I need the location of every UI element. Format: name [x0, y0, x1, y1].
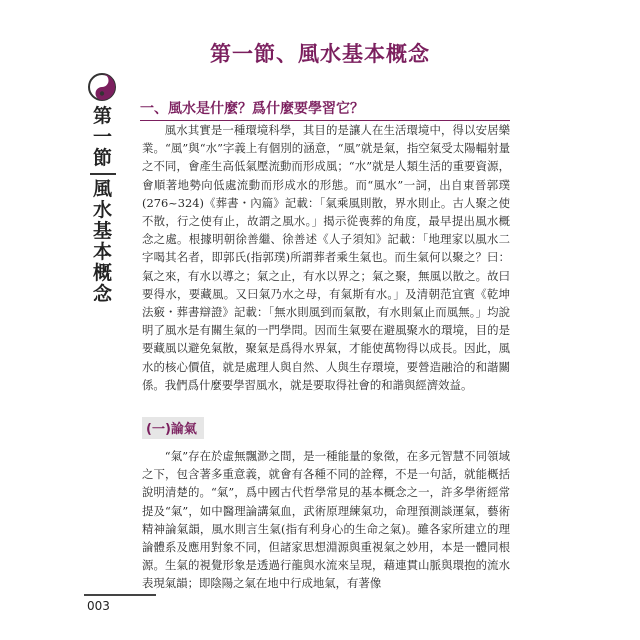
side-label-top: 第一節 — [93, 105, 113, 169]
page-number-rule — [84, 594, 156, 596]
page-number: 003 — [87, 599, 110, 613]
paragraph-1: 風水其實是一種環境科學，其目的是讓人在生活環境中，得以安居樂業。“風”與“水”字義上有個別的涵意，“風”就是氣，指空氣受太陽輻射量之不同，會產生高低氣壓流動而形成風；“水”就是人類生活的重要資源，會順著地勢向低處流動而形成水的形態。而“風水”一詞，出自東晉郭璞(276~324)《葬書・內篇》記載：「氣乘風則散，界水則止。古人聚之使不散，行之使有止，故謂之風水。」揭示從喪葬的角度，最早提出風水概念之處。根據明朝徐善繼、徐善述《人子須知》記載：「地理家以風水二字喝其名者，即郭氏(指郭璞)所謂葬者乘生氣也。而生氣何以聚之？曰：氣之來，有水以導之；氣之止，有水以界之；氣之聚，無風以散之。故曰要得水，要藏風。又曰氣乃水之母，有氣斯有水。」及清朝范宜賓《乾坤法竅・葬書辯證》記載：「無水則風到而氣散，有水則氣止而風無。」均說明了風水是有關生氣的一門學問。因而生氣要在避風聚水的環境，目的是要藏風以避免氣散，聚氣是爲得水界氣，才能使萬物得以成長。因此，風水的核心價值，就是處理人與自然、人與生存環境，要營造融洽的和諧關係。我們爲什麼要學習風水，就是要取得社會的和諧與經濟效益。 — [142, 123, 510, 392]
swirl-logo-icon — [87, 72, 117, 102]
chapter-title: 第一節、風水基本概念 — [210, 42, 430, 66]
section-heading: 一、風水是什麼？爲什麼要學習它？ — [140, 101, 364, 117]
side-divider — [90, 173, 116, 175]
side-tab — [84, 72, 120, 305]
paragraph-2: “氣”存在於虛無飄渺之間，是一種能量的象徵，在多元智慧不同領域之下，包含著多重意義，就會有各種不同的詮釋，不是一句話，就能概括說明清楚的。“氣”，爲中國古代哲學常見的基本概念之一，許多學術經常提及“氣”，如中醫理論講氣血，武術原理練氣功，命理預測談運氣，藝術精神論氣韻，風水則言生氣(指有利身心的生命之氣)。雖各家所建立的理論體系及應用對象不同，但諸家思想淵源與重視氣之妙用，本是一體同根源。生氣的視覺形象是透過行龍與水流來呈現，藉連貫山脈與環抱的流水表現氣韻；即陰陽之氣在地中行成地氣，有著像 — [142, 449, 510, 591]
subsection-heading: (一)論氣 — [146, 422, 197, 437]
side-label-bottom: 風水基本概念 — [93, 178, 113, 305]
